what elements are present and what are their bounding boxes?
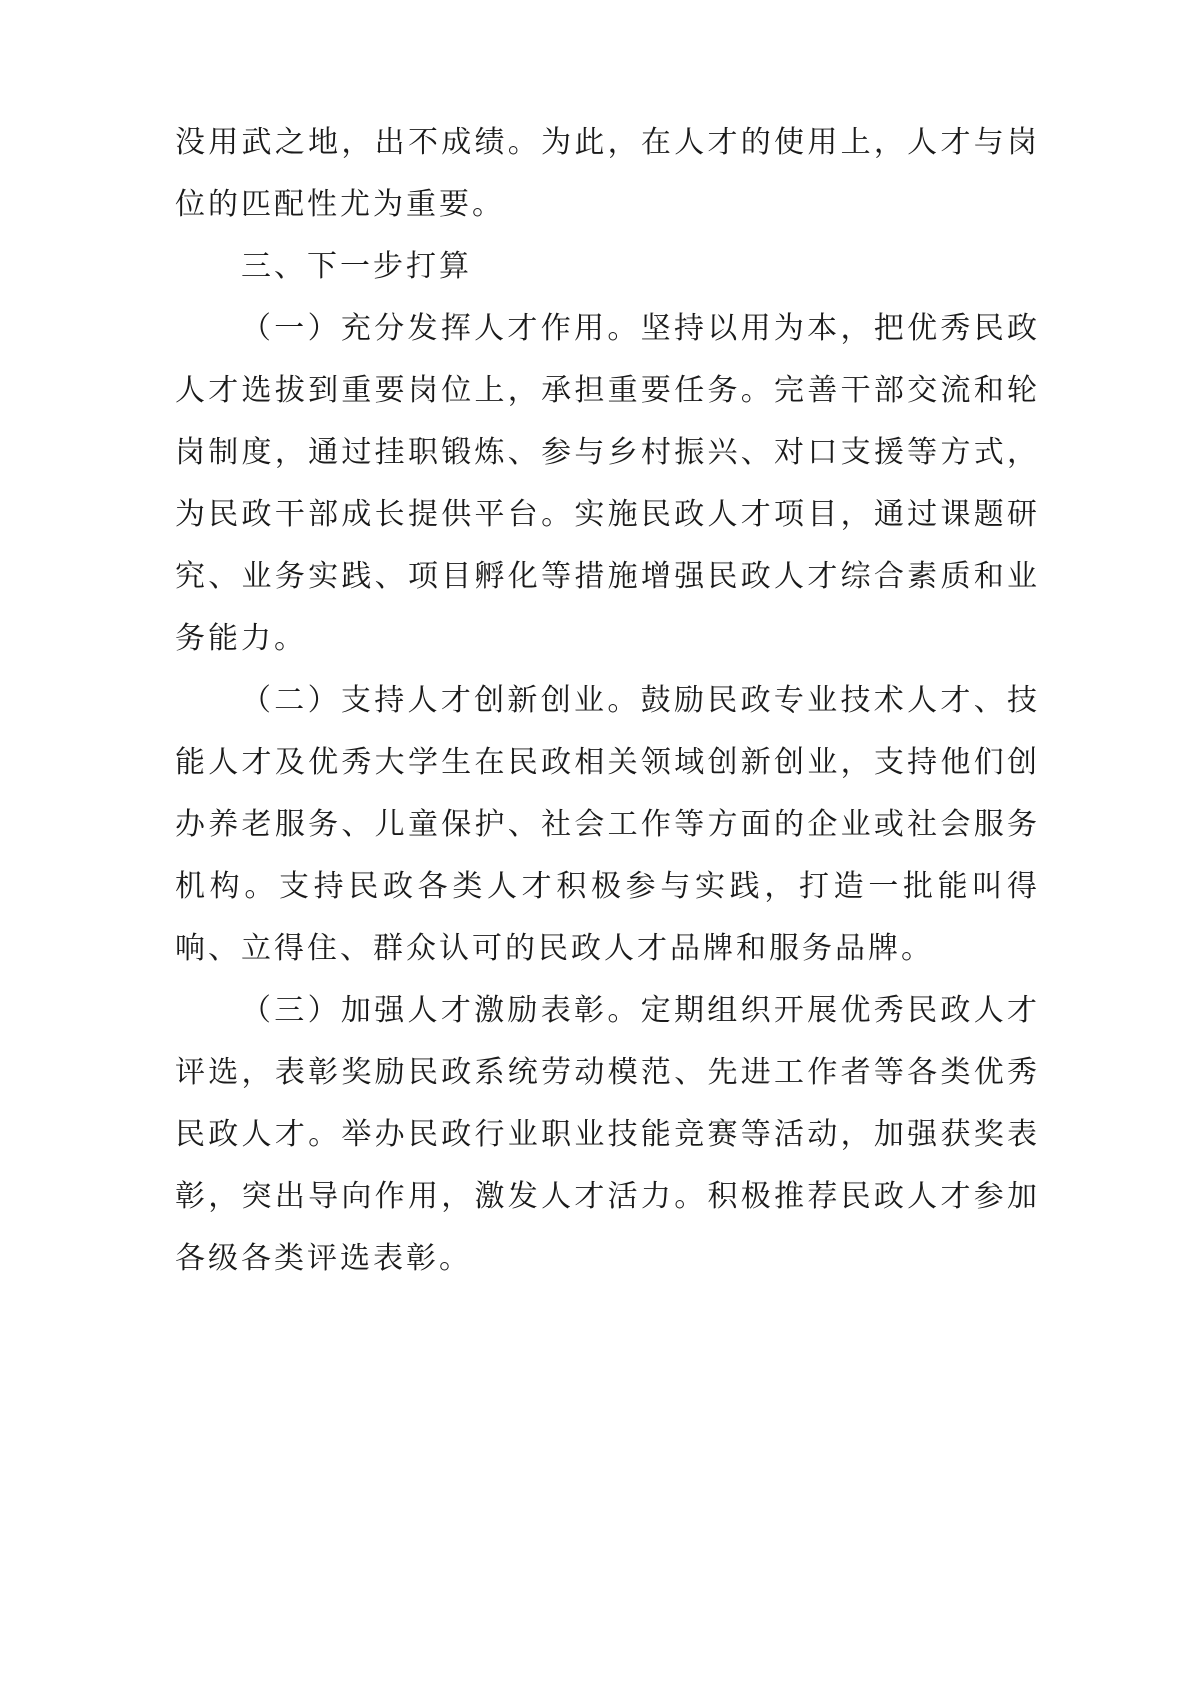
- paragraph-item-2: （二）支持人才创新创业。鼓励民政专业技术人才、技能人才及优秀大学生在民政相关领域创新创业，支持他们创办养老服务、儿童保护、社会工作等方面的企业或社会服务机构。支持民政各类人才积极参与实践，打造一批能叫得响、立得住、群众认可的民政人才品牌和服务品牌。: [175, 683, 1040, 966]
- paragraph-item-1: （一）充分发挥人才作用。坚持以用为本，把优秀民政人才选拔到重要岗位上，承担重要任务。完善干部交流和轮岗制度，通过挂职锻炼、参与乡村振兴、对口支援等方式，为民政干部成长提供平台。实施民政人才项目，通过课题研究、业务实践、项目孵化等措施增强民政人才综合素质和业务能力。: [175, 311, 1040, 656]
- document-body: [175, 112, 1040, 1290]
- paragraph-continuation: 没用武之地，出不成绩。为此，在人才的使用上，人才与岗位的匹配性尤为重要。: [175, 125, 1040, 222]
- section-heading: 三、下一步打算: [241, 249, 472, 284]
- paragraph-item-3: （三）加强人才激励表彰。定期组织开展优秀民政人才评选，表彰奖励民政系统劳动模范、先进工作者等各类优秀民政人才。举办民政行业职业技能竞赛等活动，加强获奖表彰，突出导向作用，激发人才活力。积极推荐民政人才参加各级各类评选表彰。: [175, 993, 1040, 1276]
